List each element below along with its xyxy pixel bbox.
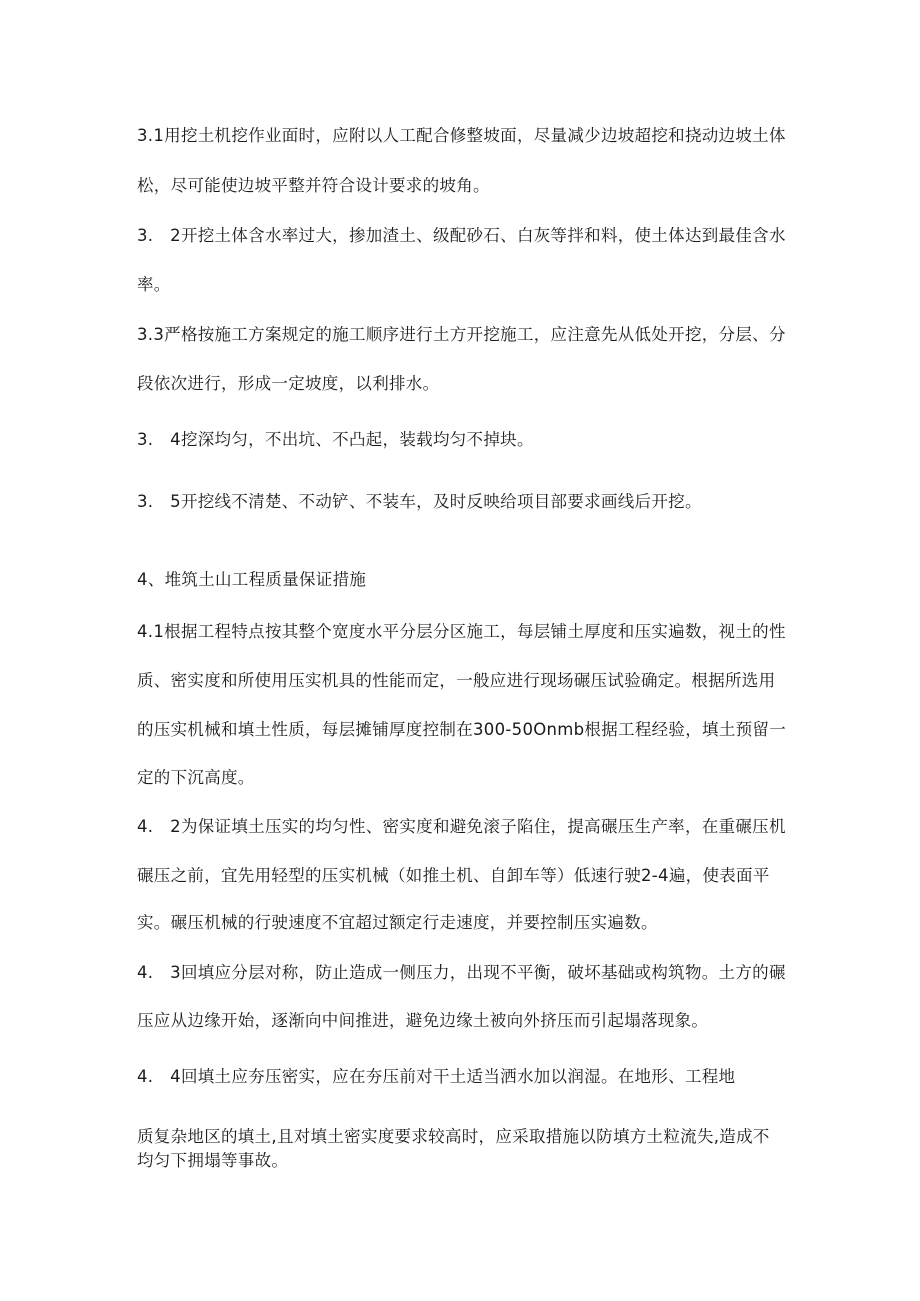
text-line: 段依次进行，形成一定坡度，以利排水。 bbox=[137, 374, 440, 393]
text-line: 3. 2开挖土体含水率过大，掺加渣土、级配砂石、白灰等拌和料，使土体达到最佳含水 bbox=[137, 226, 786, 245]
text-line: 压应从边缘开始，逐渐向中间推进，避免边缘土被向外挤压而引起塌落现象。 bbox=[137, 1011, 709, 1030]
text-line: 3. 5开挖线不清楚、不动铲、不装车，及时反映给项目部要求画线后开挖。 bbox=[137, 492, 702, 511]
section-heading: 4、堆筑土山工程质量保证措施 bbox=[137, 570, 367, 589]
text-line: 的压实机械和填土性质，每层摊铺厚度控制在300-50Onmb根据工程经验，填土预留一 bbox=[137, 720, 787, 739]
text-line: 质复杂地区的填土,且对填土密实度要求较高时，应采取措施以防填方土粒流失,造成不 bbox=[137, 1127, 770, 1146]
text-line: 松，尽可能使边坡平整并符合设计要求的坡角。 bbox=[137, 176, 490, 195]
text-line: 质、密实度和所使用压实机具的性能而定，一般应进行现场碾压试验确定。根据所选用 bbox=[137, 671, 776, 690]
text-line: 4.1根据工程特点按其整个宽度水平分层分区施工，每层铺土厚度和压实遍数，视土的性 bbox=[137, 622, 786, 641]
text-line: 实。碾压机械的行驶速度不宜超过额定行走速度，并要控制压实遍数。 bbox=[137, 913, 658, 932]
text-line: 定的下沉高度。 bbox=[137, 768, 255, 787]
text-line: 4. 4回填土应夯压密实，应在夯压前对干土适当洒水加以润湿。在地形、工程地 bbox=[137, 1067, 736, 1086]
text-line: 3. 4挖深均匀，不出坑、不凸起，装载均匀不掉块。 bbox=[137, 430, 534, 449]
text-line: 碾压之前，宜先用轻型的压实机械（如推土机、自卸车等）低速行驶2-4遍，使表面平 bbox=[137, 866, 770, 885]
text-line: 均匀下拥塌等事故。 bbox=[137, 1151, 289, 1170]
text-line: 4. 3回填应分层对称，防止造成一侧压力，出现不平衡，破坏基础或构筑物。土方的碾 bbox=[137, 963, 786, 982]
text-line: 率。 bbox=[137, 275, 171, 294]
text-line: 3.1用挖土机挖作业面时，应附以人工配合修整坡面，尽量减少边坡超挖和挠动边坡土体 bbox=[137, 126, 786, 145]
text-line: 3.3严格按施工方案规定的施工顺序进行土方开挖施工，应注意先从低处开挖，分层、分 bbox=[137, 325, 786, 344]
text-line: 4. 2为保证填土压实的均匀性、密实度和避免滚子陷住，提高碾压生产率，在重碾压机 bbox=[137, 817, 786, 836]
